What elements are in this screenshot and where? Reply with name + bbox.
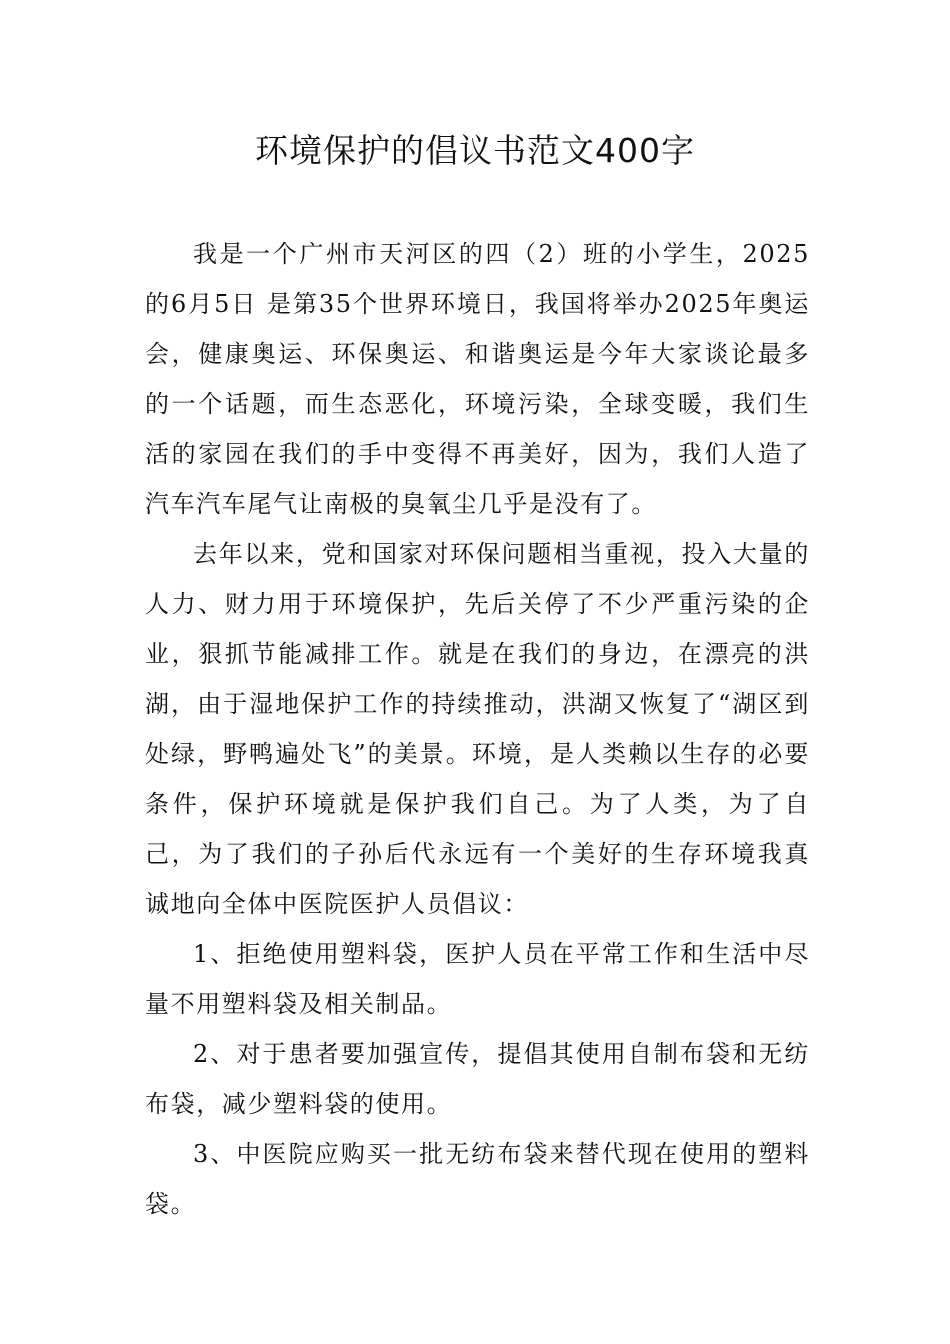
document-body bbox=[145, 229, 810, 1229]
proposal-item-2: 2、对于患者要加强宣传，提倡其使用自制布袋和无纺布袋，减少塑料袋的使用。 bbox=[145, 1040, 810, 1118]
document-title: 环境保护的倡议书范文400字 bbox=[255, 131, 695, 170]
proposal-item-1: 1、拒绝使用塑料袋，医护人员在平常工作和生活中尽量不用塑料袋及相关制品。 bbox=[145, 940, 810, 1018]
proposal-item-3: 3、中医院应购买一批无纺布袋来替代现在使用的塑料袋。 bbox=[145, 1140, 810, 1218]
paragraph-background: 去年以来，党和国家对环保问题相当重视，投入大量的人力、财力用于环境保护，先后关停了不少严重污染的企业，狠抓节能减排工作。就是在我们的身边，在漂亮的洪湖，由于湿地保护工作的持续推动，洪湖又恢复了“湖区到处绿，野鸭遍处飞”的美景。环境，是人类赖以生存的必要条件，保护环境就是保护我们自己。为了人类，为了自己，为了我们的子孙后代永远有一个美好的生存环境我真诚地向全体中医院医护人员倡议： bbox=[145, 540, 810, 918]
paragraph-intro: 我是一个广州市天河区的四（2）班的小学生，2025的6月5日 是第35个世界环境日，我国将举办2025年奥运会，健康奥运、环保奥运、和谐奥运是今年大家谈论最多的一个话题，而生态恶化，环境污染，全球变暖，我们生活的家园在我们的手中变得不再美好，因为，我们人造了汽车汽车尾气让南极的臭氧尘几乎是没有了。 bbox=[145, 240, 810, 518]
